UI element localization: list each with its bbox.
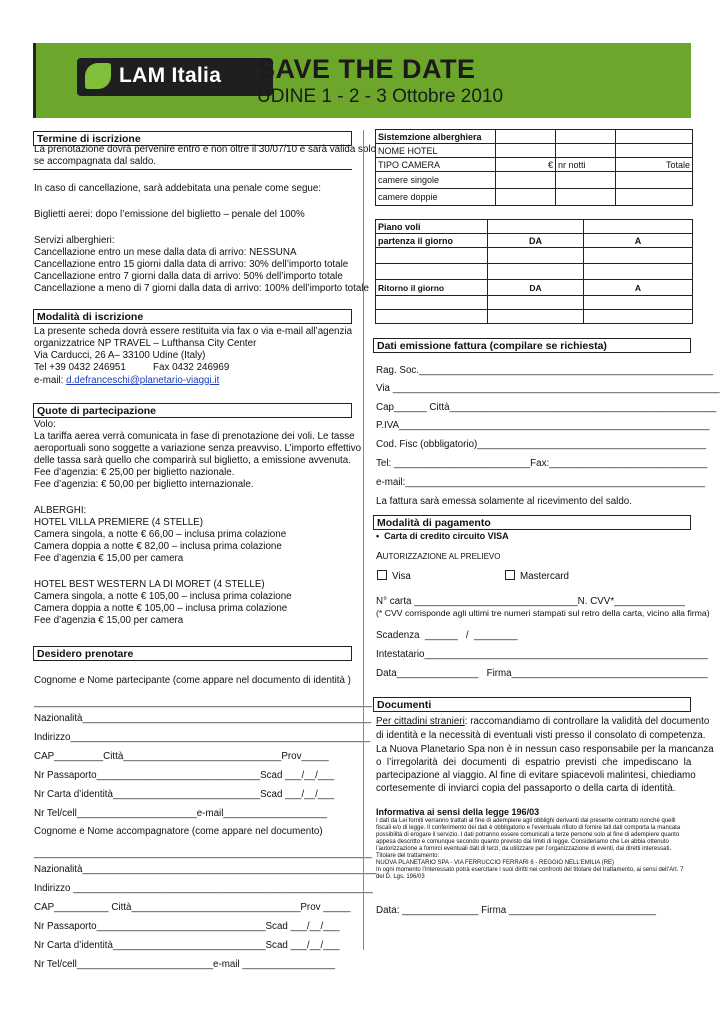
table-cell[interactable] [584, 264, 693, 280]
privacy-line-1: I dati da Lei forniti verranno trattati al fine di adempiere agli obblighi derivanti dal presente contratto nonché quelli [376, 818, 676, 824]
quote-v5: Fee d’agenzia: € 25,00 per biglietto nazionale. [34, 467, 235, 478]
autorizzazione-initial: A [376, 551, 383, 562]
table-cell[interactable] [616, 189, 693, 206]
visa-option[interactable] [377, 570, 411, 583]
table-row [376, 158, 693, 172]
privacy-line-4: appesa descritto e comunque secondo quanto previsto dai limiti di legge. Consideriamo che Lei abbia ottenuto [376, 839, 669, 845]
mastercard-option[interactable] [505, 570, 569, 583]
table-row [376, 144, 693, 158]
documenti-p4: o l’irregolarità dei documenti di espatrio previsti che impediscano la [376, 757, 692, 768]
header-banner [33, 43, 691, 118]
section-title-quote: Quote di partecipazione [33, 403, 352, 418]
cap-citta-field-2[interactable]: CAP__________ Città_______________________________Prov _____ [34, 902, 351, 913]
table-row [376, 220, 693, 234]
table-cell[interactable] [616, 144, 693, 158]
table-cell[interactable] [496, 172, 556, 189]
table-cell: A [584, 234, 693, 248]
passaporto-field[interactable]: Nr Passaporto______________________________Scad ___/__/___ [34, 770, 335, 781]
piva-field[interactable]: P.IVA_________________________________________________________ [376, 420, 710, 431]
modalita-line-2: organizzatrice NP TRAVEL – Lufthansa City Center [34, 338, 257, 349]
section-title-documenti: Documenti [373, 697, 691, 712]
codice-fiscale-field[interactable]: Cod. Fisc (obbligatorio)__________________________________________ [376, 439, 707, 450]
hotel-table [375, 129, 693, 206]
modalita-line-3: Via Carducci, 26 A– 33100 Udine (Italy) [34, 350, 206, 361]
table-cell[interactable] [488, 310, 584, 324]
quote-b2: Camera singola, a notte € 105,00 – inclusa prima colazione [34, 591, 292, 602]
autorizzazione-label [376, 551, 500, 563]
quote-a4: Camera doppia a notte € 82,00 – inclusa prima colazione [34, 541, 282, 552]
table-cell[interactable] [376, 296, 488, 310]
table-cell[interactable] [584, 296, 693, 310]
termine-cancel: In caso di cancellazione, sarà addebitata una penale come segue: [34, 183, 322, 194]
table-cell[interactable] [556, 172, 616, 189]
table-cell[interactable] [496, 130, 556, 144]
nazionalita-field-2[interactable]: Nazionalità______________________________________________________ [34, 864, 377, 875]
quote-b3: Camera doppia a notte € 105,00 – inclusa prima colazione [34, 603, 288, 614]
quote-v6: Fee d’agenzia: € 50,00 per biglietto internazionale. [34, 479, 254, 490]
table-cell[interactable] [488, 296, 584, 310]
privacy-title: Informativa ai sensi della legge 196/03 [376, 807, 540, 817]
email-link[interactable]: d.defranceschi@planetario-viaggi.it [66, 375, 220, 386]
cap-citta-field[interactable]: CAP_________Città_____________________________Prov_____ [34, 751, 329, 762]
cvv-note: (* CVV corrisponde agli ultimi tre numeri stampati sul retro della carta, vicino alla firma) [376, 608, 710, 618]
ragione-sociale-field[interactable]: Rag. Soc.______________________________________________________ [376, 365, 714, 376]
logo-text: LAM Italia [119, 64, 222, 87]
termine-hotel-1: Cancellazione entro un mese dalla data di arrivo: NESSUNA [34, 247, 297, 258]
mastercard-checkbox[interactable] [505, 570, 515, 580]
table-row [376, 130, 693, 144]
quote-a2: HOTEL VILLA PREMIERE (4 STELLE) [34, 517, 203, 528]
privacy-data-firma-field[interactable]: Data: ______________ Firma ___________________________ [376, 905, 657, 916]
tel-fax-field[interactable]: Tel: _________________________Fax:_____________________________ [376, 458, 708, 469]
quote-b1: HOTEL BEST WESTERN LA DI MORET (4 STELLE) [34, 579, 265, 590]
table-cell[interactable] [556, 189, 616, 206]
table-cell[interactable] [584, 248, 693, 264]
privacy-line-2: fiscali e/o di legge. Il conferimento dei dati è obbligatorio e l’eventuale rifiuto di fornire tali dati comporta la mancata [376, 825, 681, 831]
table-row [376, 189, 693, 206]
termine-flights: Biglietti aerei: dopo l’emissione del biglietto – penale del 100% [34, 209, 305, 220]
table-cell[interactable] [556, 144, 616, 158]
table-cell: DA [488, 234, 584, 248]
documenti-p1 [376, 716, 709, 728]
table-cell[interactable] [496, 189, 556, 206]
table-row [376, 310, 693, 324]
privacy-line-9: del D. Lgs. 196/03 [376, 874, 425, 880]
flight-table [375, 219, 693, 324]
documenti-p3: La Nuova Planetario Spa non è in nessun caso responsabile per la mancanza [376, 744, 714, 755]
table-cell[interactable] [616, 130, 693, 144]
table-row [376, 248, 693, 264]
quote-v3: aeroportuali sono soggette a variazione senza preavviso. L’importo effettivo [34, 443, 362, 454]
termine-hotel-3: Cancellazione entro 7 giorni dalla data di arrivo: 50% dell’importo totale [34, 271, 343, 282]
email-label: e-mail: [34, 375, 67, 386]
passaporto-field-2[interactable]: Nr Passaporto_______________________________Scad ___/__/___ [34, 921, 340, 932]
table-row [376, 280, 693, 296]
table-cell[interactable] [488, 220, 584, 234]
table-cell: TIPO CAMERA [376, 158, 496, 172]
section-divider [33, 169, 352, 170]
table-cell: partenza il giorno [376, 234, 488, 248]
table-row [376, 234, 693, 248]
privacy-line-6: Titolare del trattamento: [376, 853, 440, 859]
quote-a3: Camera singola, a notte € 66,00 – inclusa prima colazione [34, 529, 287, 540]
table-cell: DA [488, 280, 584, 296]
section-title-termine: Termine di iscrizione [33, 131, 352, 146]
autorizzazione-rest: UTORIZZAZIONE AL PRELIEVO [382, 552, 501, 561]
column-divider [363, 130, 364, 950]
privacy-line-3: possibilità di erogare il servizio. I dati potranno essere comunicati a terze persone solo al fine di adempiere quanto [376, 832, 680, 838]
quote-v4: delle tassa sarà quello che comparirà sul biglietto, a emissione avvenuta. [34, 455, 351, 466]
visa-checkbox[interactable] [377, 570, 387, 580]
documenti-p5: partecipazione al viaggio. Al fine di evitare spiacevoli malintesi, chiediamo [376, 770, 696, 781]
table-row [376, 296, 693, 310]
bullet-icon: • [376, 531, 385, 541]
cap-citta-fattura-field[interactable]: Cap______ Città_________________________________________________ [376, 402, 717, 413]
section-title-modalita: Modalità di iscrizione [33, 309, 352, 324]
table-cell: Sistemzione alberghiera [376, 130, 496, 144]
tel-email-field[interactable]: Nr Tel/cell______________________e-mail___________________ [34, 808, 327, 819]
modalita-email-line [34, 375, 219, 387]
privacy-line-8: In ogni momento l’interessato potrà esercitare i suoi diritti nei confronti del titolare del trattamento, ai sensi dell’Art. 7 [376, 867, 684, 873]
table-cell: € [496, 158, 556, 172]
table-cell[interactable] [584, 310, 693, 324]
data-firma-pagamento-field[interactable]: Data_______________ Firma____________________________________ [376, 668, 708, 679]
banner-dates: UDINE 1 - 2 - 3 Ottobre 2010 [257, 86, 504, 107]
lam-italia-logo [77, 58, 273, 96]
intestatario-field[interactable]: Intestatario____________________________________________________ [376, 649, 708, 660]
banner-divider [33, 43, 36, 118]
modalita-line-4: Tel +39 0432 246951 Fax 0432 246969 [34, 362, 230, 373]
carta-identita-field[interactable]: Nr Carta d’identità___________________________Scad ___/__/___ [34, 789, 335, 800]
section-title-fattura: Dati emissione fattura (compilare se richiesta) [373, 338, 691, 353]
quote-a1: ALBERGHI: [34, 505, 87, 516]
payment-card-item [376, 531, 509, 543]
documenti-p6: cortesemente di inviarci copia del passaporto o della carta di identità. [376, 783, 676, 794]
table-cell: Ritorno il giorno [376, 280, 488, 296]
numero-carta-field[interactable]: N° carta ______________________________N. CVV*_____________ [376, 596, 685, 607]
leaf-icon [85, 63, 111, 89]
table-cell: Piano voli [376, 220, 488, 234]
email-fattura-field[interactable]: e-mail:_______________________________________________________ [376, 477, 706, 488]
table-cell[interactable] [584, 220, 693, 234]
table-cell[interactable] [616, 172, 693, 189]
table-cell[interactable] [488, 264, 584, 280]
termine-intro-2: se accompagnata dal saldo. [34, 156, 156, 167]
visa-label: Visa [392, 571, 411, 582]
quote-b4: Fee d’agenzia € 15,00 per camera [34, 615, 184, 626]
banner-title: SAVE THE DATE [257, 54, 476, 84]
quote-v2: La tariffa aerea verrà comunicata in fase di prenotazione dei voli. Le tasse [34, 431, 355, 442]
fattura-note: La fattura sarà emessa solamente al ricevimento del saldo. [376, 496, 632, 507]
quote-v1: Volo: [34, 419, 56, 430]
section-title-desidero: Desidero prenotare [33, 646, 352, 661]
documenti-p2: di identità e la necessità di eventuali visti presso il consolato di competenza. [376, 730, 706, 741]
termine-intro-1: La prenotazione dovrà pervenire entro e non oltre il 30/07/10 e sarà valida solo [34, 144, 377, 155]
carta-identita-field-2[interactable]: Nr Carta d’identità____________________________Scad ___/__/___ [34, 940, 340, 951]
desidero-cognome: Cognome e Nome partecipante (come appare nel documento di identità ) [34, 675, 351, 686]
privacy-line-5: l’autorizzazione a fornirci eventuali dati di terzi, da utilizzare per l’organizzazione di eventi, dai diretti interessati. [376, 846, 672, 852]
desidero-blank-line[interactable]: ______________________________________________________________ [34, 697, 372, 708]
table-cell: Totale [616, 158, 693, 172]
quote-a5: Fee d’agenzia € 15,00 per camera [34, 553, 184, 564]
scadenza-field[interactable]: Scadenza ______ / ________ [376, 630, 518, 641]
table-cell: nr notti [556, 158, 616, 172]
table-cell[interactable] [496, 144, 556, 158]
termine-hotel-4: Cancellazione a meno di 7 giorni dalla data di arrivo: 100% dell’importo totale [34, 283, 369, 294]
documenti-p1-text: : raccomandiamo di controllare la validità del documento [464, 716, 710, 727]
termine-hotel-2: Cancellazione entro 15 giorni dalla data di arrivo: 30% dell’importo totale [34, 259, 349, 270]
table-cell: NOME HOTEL [376, 144, 496, 158]
table-cell: A [584, 280, 693, 296]
table-row [376, 264, 693, 280]
indirizzo-field[interactable]: Indirizzo_______________________________________________________ [34, 732, 371, 743]
table-cell[interactable] [556, 130, 616, 144]
nazionalita-field[interactable]: Nazionalità_____________________________________________________ [34, 713, 372, 724]
mastercard-label: Mastercard [520, 571, 569, 582]
table-cell[interactable] [488, 248, 584, 264]
termine-hotel-head: Servizi alberghieri: [34, 235, 115, 246]
section-title-pagamento: Modalità di pagamento [373, 515, 691, 530]
table-cell[interactable] [376, 264, 488, 280]
tel-email-field-2[interactable]: Nr Tel/cell_________________________e-mail _________________ [34, 959, 336, 970]
via-field[interactable]: Via ____________________________________________________________ [376, 383, 720, 394]
table-cell[interactable] [376, 248, 488, 264]
privacy-line-7: NUOVA PLANETARIO SPA - VIA FERRUCCIO FERRARI 6 - REGGIO NELL’EMILIA (RE) [376, 860, 615, 866]
payment-card-label: Carta di credito circuito VISA [384, 531, 509, 541]
accompagnatore-blank-line[interactable]: ______________________________________________________________ [34, 848, 372, 859]
accompagnatore-label: Cognome e Nome accompagnatore (come appare nel documento) [34, 826, 323, 837]
table-row [376, 172, 693, 189]
modalita-line-1: La presente scheda dovrà essere restituita via fax o via e-mail all’agenzia [34, 326, 353, 337]
table-cell[interactable] [376, 310, 488, 324]
indirizzo-field-2[interactable]: Indirizzo _______________________________________________________ [34, 883, 373, 894]
table-cell: camere singole [376, 172, 496, 189]
table-cell: camere doppie [376, 189, 496, 206]
cittadini-stranieri-label: Per cittadini stranieri [376, 716, 465, 727]
